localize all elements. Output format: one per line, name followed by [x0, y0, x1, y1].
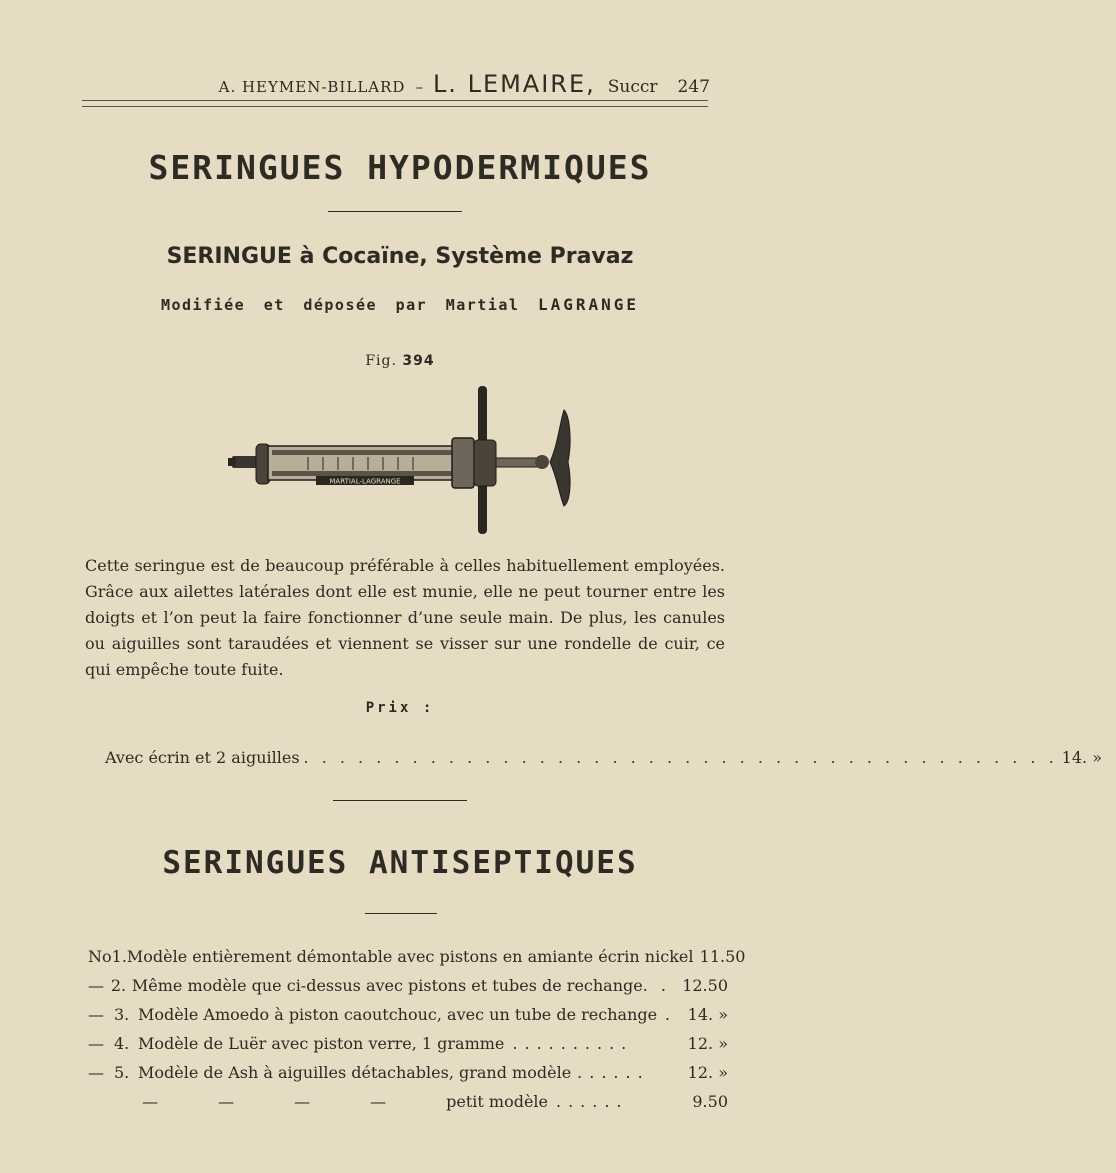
item-price: 9.50	[692, 1092, 728, 1111]
title-underline-2	[365, 913, 437, 914]
publisher-name: A. HEYMEN-BILLARD	[218, 78, 406, 96]
list-item	[88, 1034, 728, 1063]
page-number: 247	[677, 77, 710, 97]
price-item-label: Avec écrin et 2 aiguilles	[105, 748, 300, 767]
item-mark: —	[88, 976, 104, 995]
item-mark: —	[88, 1034, 104, 1053]
price-value: 14. »	[1061, 748, 1102, 767]
item-label: Modèle entièrement démontable avec pistons en amiante écrin nickel	[126, 947, 694, 966]
item-price: 12. »	[687, 1034, 728, 1053]
successor-name: L. LEMAIRE,	[432, 70, 596, 98]
modified-by-prefix: Modifiée et déposée par Martial	[160, 296, 520, 314]
item-mark: —	[88, 1063, 104, 1082]
item-price: 14. »	[687, 1005, 728, 1024]
list-item	[88, 947, 746, 976]
item-mark: —	[88, 1005, 104, 1024]
product-title: SERINGUE à Cocaïne, Système Pravaz	[166, 244, 634, 269]
list-item	[88, 1063, 728, 1092]
figure-label: Fig.	[365, 353, 397, 369]
item-number: 5.	[114, 1063, 130, 1082]
item-number: 3.	[114, 1005, 130, 1024]
ditto-mark: —	[142, 1092, 159, 1111]
figure-number: 394	[402, 353, 435, 369]
ditto-mark: —	[294, 1092, 311, 1111]
item-number: 1.	[111, 947, 127, 966]
list-item-petit-modele	[88, 1092, 728, 1121]
leader-dots: ..........	[512, 1034, 634, 1053]
ditto-mark: —	[370, 1092, 387, 1111]
leader-dots: . . . . . . . . . . . . . . . . . . . . . . . . . . . . . . . . . . . . . . . . . .	[303, 748, 1058, 767]
item-number: 2.	[110, 976, 127, 995]
barrel-engraving: MARTIAL-LAGRANGE	[329, 477, 401, 486]
item-label: petit modèle	[446, 1092, 548, 1111]
price-row-cocaine	[105, 748, 1102, 772]
item-price: 12. »	[687, 1063, 728, 1082]
header-double-rule	[82, 100, 708, 107]
running-header	[80, 70, 710, 100]
successor-abbrev: Succr	[607, 77, 658, 97]
section-separator	[333, 800, 467, 801]
item-label: Modèle de Luër avec piston verre, 1 gramme	[138, 1034, 505, 1053]
item-price: 12.50	[682, 976, 728, 995]
figure-caption	[0, 353, 800, 369]
modified-by-name: LAGRANGE	[537, 295, 640, 314]
ditto-mark: —	[218, 1092, 235, 1111]
product-description: Cette seringue est de beaucoup préférable à celles habituellement employées. Grâce aux ailettes latérales dont elle est munie, elle ne peut tourner entre les doigts et l’on peut la faire fonctionner d’une seule main. De plus, les canules ou aiguilles sont taraudées et viennent se visser sur une rondelle de cuir, ce qui empêche toute fuite.	[85, 556, 725, 679]
antiseptic-price-list	[88, 947, 746, 1121]
section-title-antiseptic: SERINGUES ANTISEPTIQUES	[162, 845, 638, 881]
leader-dots: . .	[642, 976, 670, 995]
item-label: Modèle Amoedo à piston caoutchouc, avec un tube de rechange	[138, 1005, 658, 1024]
price-heading: Prix :	[365, 700, 435, 716]
leader-dots: .	[664, 1005, 670, 1024]
item-label: Modèle de Ash à aiguilles détachables, grand modèle	[138, 1063, 572, 1082]
item-label: Même modèle que ci-dessus avec pistons et tubes de rechange	[131, 976, 643, 995]
item-price: 11.50	[699, 947, 746, 966]
list-item	[88, 1005, 728, 1034]
title-underline	[328, 211, 462, 212]
section-title-hypodermic: SERINGUES HYPODERMIQUES	[148, 148, 652, 187]
header-dash: –	[415, 78, 423, 96]
syringe-illustration	[228, 382, 578, 537]
item-mark: No	[88, 947, 112, 966]
modified-by-line	[0, 295, 800, 314]
list-item	[88, 976, 728, 1005]
leader-dots: ......	[556, 1092, 629, 1111]
item-number: 4.	[114, 1034, 130, 1053]
leader-dots: ......	[577, 1063, 650, 1082]
